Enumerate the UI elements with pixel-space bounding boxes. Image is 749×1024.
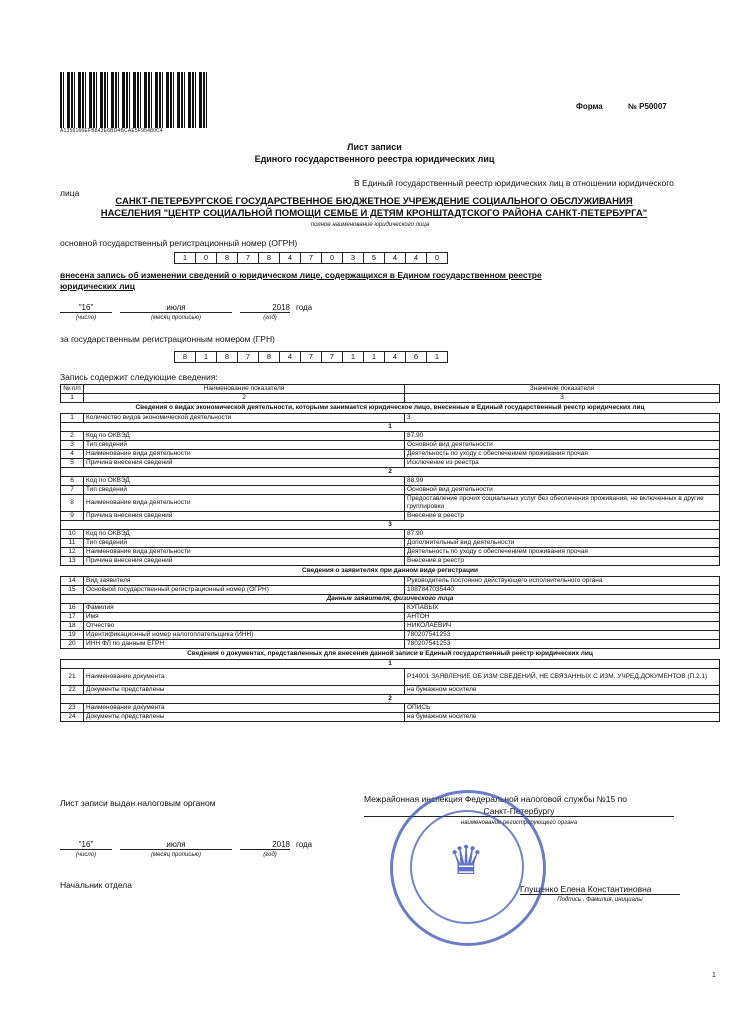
ogrn-digit: 8 bbox=[217, 252, 238, 264]
group-label: 1 bbox=[61, 423, 720, 432]
records-table bbox=[60, 384, 720, 722]
issue-date-year-suffix: года bbox=[296, 840, 313, 849]
form-number: № Р50007 bbox=[628, 102, 667, 111]
barcode bbox=[60, 72, 210, 128]
ogrn-digit: 0 bbox=[196, 252, 217, 264]
ogrn-digit: 1 bbox=[174, 252, 196, 264]
row-value: 88.99 bbox=[405, 477, 720, 486]
row-name: Вид заявителя bbox=[84, 577, 405, 586]
authority-line2: Санкт-Петербургу bbox=[364, 806, 674, 817]
row-number: 15 bbox=[61, 586, 84, 595]
row-name: Наименование вида деятельности bbox=[84, 450, 405, 459]
row-number: 19 bbox=[61, 631, 84, 640]
row-value: НИКОЛАЕВИЧ bbox=[405, 622, 720, 631]
ogrn-digit: 5 bbox=[364, 252, 385, 264]
group-row bbox=[61, 595, 720, 604]
row-number: 10 bbox=[61, 530, 84, 539]
head-label: Начальник отдела bbox=[60, 880, 132, 890]
grn-digit: 7 bbox=[238, 351, 259, 363]
row-number: 20 bbox=[61, 640, 84, 649]
row-number: 3 bbox=[61, 441, 84, 450]
table-row bbox=[61, 414, 720, 423]
authority-line1: Межрайонная инспекция Федеральной налоговой службы №15 по bbox=[364, 794, 627, 804]
row-number: 22 bbox=[61, 686, 84, 695]
row-value: ОПИСЬ bbox=[405, 704, 720, 713]
grn-digit: 4 bbox=[385, 351, 406, 363]
table-row bbox=[61, 613, 720, 622]
row-value: 1087847035440 bbox=[405, 586, 720, 595]
row-number: 13 bbox=[61, 557, 84, 566]
section-heading-text: Сведения о документах, представленных для внесения данной записи в Единый государственный реестр юридических лиц bbox=[187, 650, 593, 657]
ogrn-digit: 4 bbox=[385, 252, 406, 264]
table-row bbox=[61, 441, 720, 450]
date-year: 2018 bbox=[240, 303, 290, 313]
row-number: 21 bbox=[61, 669, 84, 686]
intro-text: В Единый государственный реестр юридических лиц в отношении юридического bbox=[354, 178, 674, 188]
row-name: Наименование документа bbox=[84, 669, 405, 686]
table-colnum-row bbox=[61, 394, 720, 403]
table-row bbox=[61, 557, 720, 566]
table-row bbox=[61, 713, 720, 722]
date-day: "16" bbox=[60, 303, 112, 313]
issue-date-month: июля bbox=[120, 840, 232, 850]
grn-label: за государственным регистрационным номером (ГРН) bbox=[60, 334, 275, 344]
table-header-row bbox=[61, 385, 720, 394]
colnum-1: 1 bbox=[61, 394, 84, 403]
row-name: Наименование документа bbox=[84, 704, 405, 713]
section-heading-text: Сведения о заявителях при данном виде регистрации bbox=[302, 567, 478, 574]
group-label: 1 bbox=[61, 660, 720, 669]
row-name: Идентификационный номер налогоплательщика (ИНН) bbox=[84, 631, 405, 640]
title-line2: Единого государственного реестра юридических лиц bbox=[254, 154, 495, 164]
signer-caption: Подпись , Фамилия, инициалы bbox=[557, 897, 643, 903]
row-value: Внесение в реестр bbox=[405, 557, 720, 566]
table-row bbox=[61, 450, 720, 459]
table-row bbox=[61, 622, 720, 631]
date-month-caption: (месяц прописью) bbox=[151, 315, 201, 321]
table-row bbox=[61, 704, 720, 713]
issued-by-label: Лист записи выдан налоговым органом bbox=[60, 798, 216, 808]
row-number: 8 bbox=[61, 495, 84, 512]
row-name: Наименование вида деятельности bbox=[84, 495, 405, 512]
row-name: Код по ОКВЭД bbox=[84, 432, 405, 441]
row-value: Деятельность по уходу с обеспечением проживания прочая bbox=[405, 450, 720, 459]
ogrn-digit: 3 bbox=[343, 252, 364, 264]
table-row bbox=[61, 477, 720, 486]
entry-text-line1: внесена запись об изменении сведений о юридическом лице, содержащихся в Едином государственном реестре bbox=[60, 270, 542, 280]
table-row bbox=[61, 586, 720, 595]
row-number: 11 bbox=[61, 539, 84, 548]
title-line1: Лист записи bbox=[347, 142, 402, 152]
table-row bbox=[61, 669, 720, 686]
row-name: ИНН ФЛ по данным ЕГРН bbox=[84, 640, 405, 649]
table-row bbox=[61, 548, 720, 557]
colnum-3: 3 bbox=[405, 394, 720, 403]
authority-caption: наименование регистрирующего органа bbox=[460, 820, 578, 826]
row-value: на бумажном носителе bbox=[405, 713, 720, 722]
row-name: Документы представлены bbox=[84, 686, 405, 695]
section-heading bbox=[61, 566, 720, 577]
intro-text-2: лица bbox=[60, 188, 80, 198]
group-label: 2 bbox=[61, 468, 720, 477]
row-number: 2 bbox=[61, 432, 84, 441]
ogrn-digit: 4 bbox=[280, 252, 301, 264]
table-row bbox=[61, 640, 720, 649]
date-day-caption: (число) bbox=[75, 315, 97, 321]
row-value: Р14001 ЗАЯВЛЕНИЕ ОБ ИЗМ СВЕДЕНИЙ, НЕ СВЯЗАННЫХ С ИЗМ. УЧРЕД.ДОКУМЕНТОВ (П.2.1) bbox=[405, 669, 720, 686]
group-row bbox=[61, 468, 720, 477]
row-number: 6 bbox=[61, 477, 84, 486]
section-heading-text: Сведения о видах экономической деятельности, которыми занимается юридическое лицо, внесенные в Единый государственный реестр юридических лиц bbox=[135, 404, 645, 411]
row-number: 18 bbox=[61, 622, 84, 631]
group-row bbox=[61, 660, 720, 669]
row-name: Код по ОКВЭД bbox=[84, 477, 405, 486]
grn-boxes bbox=[174, 351, 448, 363]
row-value: 780207541253 bbox=[405, 640, 720, 649]
eagle-emblem-icon: ♛ bbox=[448, 839, 484, 883]
group-row bbox=[61, 423, 720, 432]
row-number: 17 bbox=[61, 613, 84, 622]
row-value: Основной вид деятельности bbox=[405, 486, 720, 495]
table-row bbox=[61, 631, 720, 640]
row-number: 23 bbox=[61, 704, 84, 713]
row-value: Основной вид деятельности bbox=[405, 441, 720, 450]
table-row bbox=[61, 459, 720, 468]
row-number: 24 bbox=[61, 713, 84, 722]
date-year-caption: (год) bbox=[263, 315, 277, 321]
table-row bbox=[61, 539, 720, 548]
issue-date-month-caption: (месяц прописью) bbox=[151, 852, 201, 858]
grn-digit: 1 bbox=[343, 351, 364, 363]
issue-date-day: "16" bbox=[60, 840, 112, 850]
section-heading bbox=[61, 649, 720, 660]
row-name: Количество видов экономической деятельности bbox=[84, 414, 405, 423]
row-value: 87.90 bbox=[405, 530, 720, 539]
row-number: 12 bbox=[61, 548, 84, 557]
ogrn-digit: 7 bbox=[301, 252, 322, 264]
table-row bbox=[61, 512, 720, 521]
issue-date-year: 2018 bbox=[240, 840, 290, 850]
table-row bbox=[61, 577, 720, 586]
table-row bbox=[61, 686, 720, 695]
row-name: Отчество bbox=[84, 622, 405, 631]
grn-digit: 1 bbox=[196, 351, 217, 363]
ogrn-boxes bbox=[174, 252, 448, 264]
row-value: КУПАВЫХ bbox=[405, 604, 720, 613]
ogrn-digit: 0 bbox=[427, 252, 448, 264]
form-label: Форма bbox=[576, 102, 603, 111]
header-num: № п/п bbox=[61, 385, 84, 394]
org-name-line1: САНКТ-ПЕТЕРБУРГСКОЕ ГОСУДАРСТВЕННОЕ БЮДЖЕТНОЕ УЧРЕЖДЕНИЕ СОЦИАЛЬНОГО ОБСЛУЖИВАНИЯ bbox=[115, 196, 633, 207]
row-name: Причина внесения сведений bbox=[84, 557, 405, 566]
row-value: Деятельность по уходу с обеспечением проживания прочая bbox=[405, 548, 720, 557]
row-value: 3 bbox=[405, 414, 720, 423]
row-name: Причина внесения сведений bbox=[84, 512, 405, 521]
signer-name: Глущенко Елена Константиновна bbox=[520, 884, 680, 895]
row-name: Код по ОКВЭД bbox=[84, 530, 405, 539]
group-label: 2 bbox=[61, 695, 720, 704]
row-value: 87.90 bbox=[405, 432, 720, 441]
row-value: Исключение из реестра bbox=[405, 459, 720, 468]
grn-digit: 7 bbox=[301, 351, 322, 363]
grn-digit: 8 bbox=[174, 351, 196, 363]
row-number: 1 bbox=[61, 414, 84, 423]
table-row bbox=[61, 495, 720, 512]
page-number: 1 bbox=[712, 972, 716, 979]
row-name: Тип сведений bbox=[84, 539, 405, 548]
row-name: Тип сведений bbox=[84, 441, 405, 450]
row-value: 780207541253 bbox=[405, 631, 720, 640]
row-value: Руководитель постоянно действующего исполнительного органа bbox=[405, 577, 720, 586]
row-name: Основной государственный регистрационный номер (ОГРН) bbox=[84, 586, 405, 595]
section-heading bbox=[61, 403, 720, 414]
grn-digit: 1 bbox=[427, 351, 448, 363]
group-row bbox=[61, 521, 720, 530]
row-value: Дополнительный вид деятельности bbox=[405, 539, 720, 548]
grn-digit: 1 bbox=[364, 351, 385, 363]
grn-digit: 8 bbox=[259, 351, 280, 363]
date-month: июля bbox=[120, 303, 232, 313]
table-row bbox=[61, 432, 720, 441]
grn-digit: 7 bbox=[322, 351, 343, 363]
table-row bbox=[61, 604, 720, 613]
grn-digit: 8 bbox=[217, 351, 238, 363]
ogrn-label: основной государственный регистрационный номер (ОГРН) bbox=[60, 238, 298, 248]
date-year-suffix: года bbox=[296, 303, 313, 312]
table-row bbox=[61, 530, 720, 539]
ogrn-digit: 8 bbox=[259, 252, 280, 264]
contains-label: Запись содержит следующие сведения: bbox=[60, 372, 218, 382]
row-name: Фамилия bbox=[84, 604, 405, 613]
ogrn-digit: 0 bbox=[322, 252, 343, 264]
row-value: АНТОН bbox=[405, 613, 720, 622]
entry-text-line2: юридических лиц bbox=[60, 281, 135, 291]
row-number: 4 bbox=[61, 450, 84, 459]
group-label: 3 bbox=[61, 521, 720, 530]
row-name: Наименование вида деятельности bbox=[84, 548, 405, 557]
row-value: на бумажном носителе bbox=[405, 686, 720, 695]
issue-date-year-caption: (год) bbox=[263, 852, 277, 858]
row-number: 9 bbox=[61, 512, 84, 521]
header-value: Значение показателя bbox=[405, 385, 720, 394]
row-name: Имя bbox=[84, 613, 405, 622]
row-number: 7 bbox=[61, 486, 84, 495]
header-name: Наименование показателя bbox=[84, 385, 405, 394]
grn-digit: 6 bbox=[406, 351, 427, 363]
org-name-line2: НАСЕЛЕНИЯ "ЦЕНТР СОЦИАЛЬНОЙ ПОМОЩИ СЕМЬЕ И ДЕТЯМ КРОНШТАДТСКОГО РАЙОНА САНКТ-ПЕТЕРБУРГА" bbox=[100, 208, 648, 219]
colnum-2: 2 bbox=[84, 394, 405, 403]
row-number: 5 bbox=[61, 459, 84, 468]
row-name: Документы представлены bbox=[84, 713, 405, 722]
group-row bbox=[61, 695, 720, 704]
row-number: 14 bbox=[61, 577, 84, 586]
row-name: Причина внесения сведений bbox=[84, 459, 405, 468]
barcode-text: A1356166EFB843E6BD4BCAE5F95480C4 bbox=[60, 128, 163, 134]
row-number: 16 bbox=[61, 604, 84, 613]
org-caption: полное наименование юридического лица bbox=[310, 222, 430, 228]
group-label: Данные заявителя, физического лица bbox=[61, 595, 720, 604]
ogrn-digit: 4 bbox=[406, 252, 427, 264]
table-row bbox=[61, 486, 720, 495]
row-value: Предоставление прочих социальных услуг без обеспечения проживания, не включенных в другие группировки bbox=[405, 495, 720, 512]
ogrn-digit: 7 bbox=[238, 252, 259, 264]
issue-date-day-caption: (число) bbox=[75, 852, 97, 858]
row-name: Тип сведений bbox=[84, 486, 405, 495]
row-value: Внесение в реестр bbox=[405, 512, 720, 521]
grn-digit: 4 bbox=[280, 351, 301, 363]
